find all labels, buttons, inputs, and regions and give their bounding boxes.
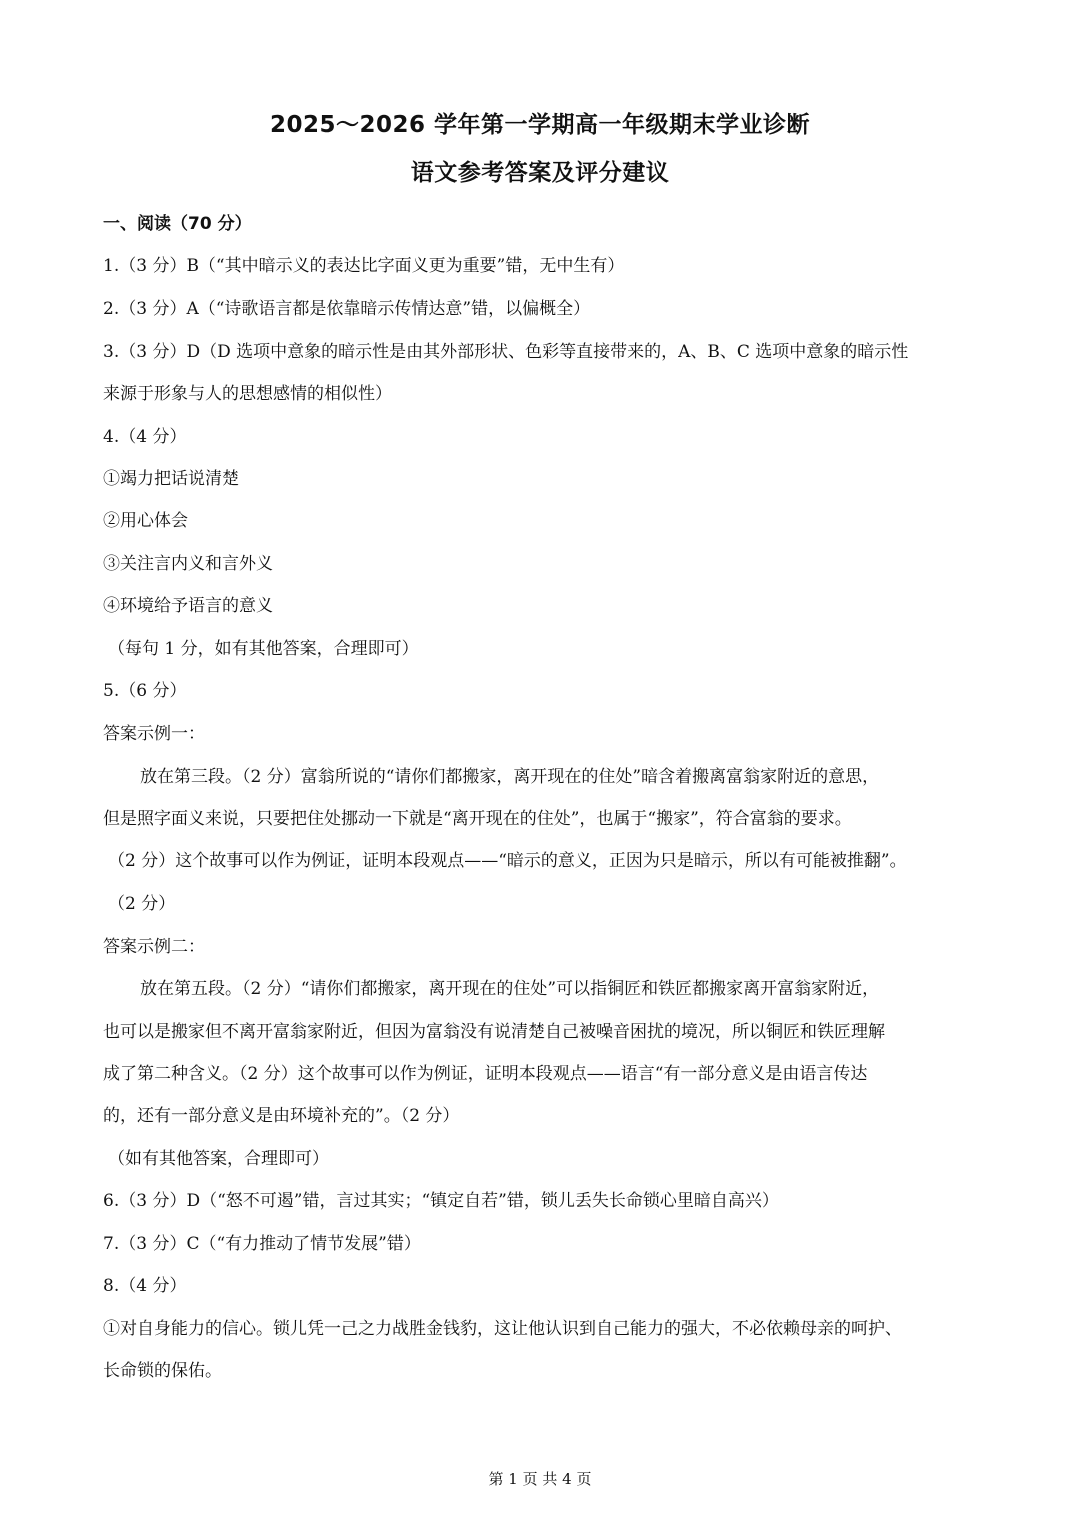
answer-line-q3-cont: 来源于形象与人的思想感情的相似性）: [103, 384, 392, 404]
example-paragraph-line: 但是照字面义来说，只要把住处挪动一下就是“离开现在的住处”，也属于“搬家”，符合富翁的要求。: [103, 809, 852, 829]
answer-line-q1: 1.（3 分）B（“其中暗示义的表达比字面义更为重要”错，无中生有）: [103, 256, 625, 276]
answer-point: ④环境给予语言的意义: [103, 596, 273, 616]
answer-line-q7: 7.（3 分）C（“有力推动了情节发展”错）: [103, 1234, 421, 1254]
answer-point: ②用心体会: [103, 511, 188, 531]
example-paragraph-line: （2 分）: [108, 894, 176, 914]
document-title: 2025～2026 学年第一学期高一年级期末学业诊断: [269, 112, 811, 138]
answer-line-q8: 8.（4 分）: [103, 1276, 187, 1296]
answer-line-q3: 3.（3 分）D（D 选项中意象的暗示性是由其外部形状、色彩等直接带来的，A、B、C 选项中意象的暗示性: [103, 342, 909, 362]
document-subtitle: 语文参考答案及评分建议: [410, 160, 670, 186]
answer-point: ③关注言内义和言外义: [103, 554, 273, 574]
scoring-note: （如有其他答案，合理即可）: [108, 1149, 329, 1169]
example-paragraph-line: 也可以是搬家但不离开富翁家附近，但因为富翁没有说清楚自己被噪音困扰的境况，所以铜匠和铁匠理解: [103, 1022, 885, 1042]
answer-line-q2: 2.（3 分）A（“诗歌语言都是依靠暗示传情达意”错，以偏概全）: [103, 299, 591, 319]
example-paragraph-line: 放在第五段。（2 分）“请你们都搬家，离开现在的住处”可以指铜匠和铁匠都搬家离开富翁家附近，: [140, 979, 880, 999]
example-paragraph-line: 成了第二种含义。（2 分）这个故事可以作为例证，证明本段观点——语言“有一部分意义是由语言传达: [103, 1064, 868, 1084]
answer-line-q6: 6.（3 分）D（“怒不可遏”错，言过其实；“镇定自若”错，锁儿丢失长命锁心里暗自高兴）: [103, 1191, 779, 1211]
section-heading-reading: 一、阅读（70 分）: [103, 214, 252, 234]
example-paragraph-line: 的，还有一部分意义是由环境补充的”。（2 分）: [103, 1106, 460, 1126]
answer-line-q5: 5.（6 分）: [103, 681, 187, 701]
answer-point: ①对自身能力的信心。锁儿凭一己之力战胜金钱豹，这让他认识到自己能力的强大，不必依赖母亲的呵护、: [103, 1319, 902, 1339]
example-heading-1: 答案示例一：: [103, 724, 205, 744]
example-heading-2: 答案示例二：: [103, 937, 205, 957]
answer-point: ①竭力把话说清楚: [103, 469, 239, 489]
scoring-note: （每句 1 分，如有其他答案，合理即可）: [108, 639, 419, 659]
page-number: 第 1 页 共 4 页: [488, 1470, 592, 1488]
example-paragraph-line: 放在第三段。（2 分）富翁所说的“请你们都搬家，离开现在的住处”暗含着搬离富翁家附近的意思，: [140, 767, 880, 787]
answer-point-cont: 长命锁的保佑。: [103, 1361, 222, 1381]
answer-line-q4: 4.（4 分）: [103, 427, 187, 447]
example-paragraph-line: （2 分）这个故事可以作为例证，证明本段观点——“暗示的意义，正因为只是暗示，所以有可能被推翻”。: [108, 851, 907, 871]
